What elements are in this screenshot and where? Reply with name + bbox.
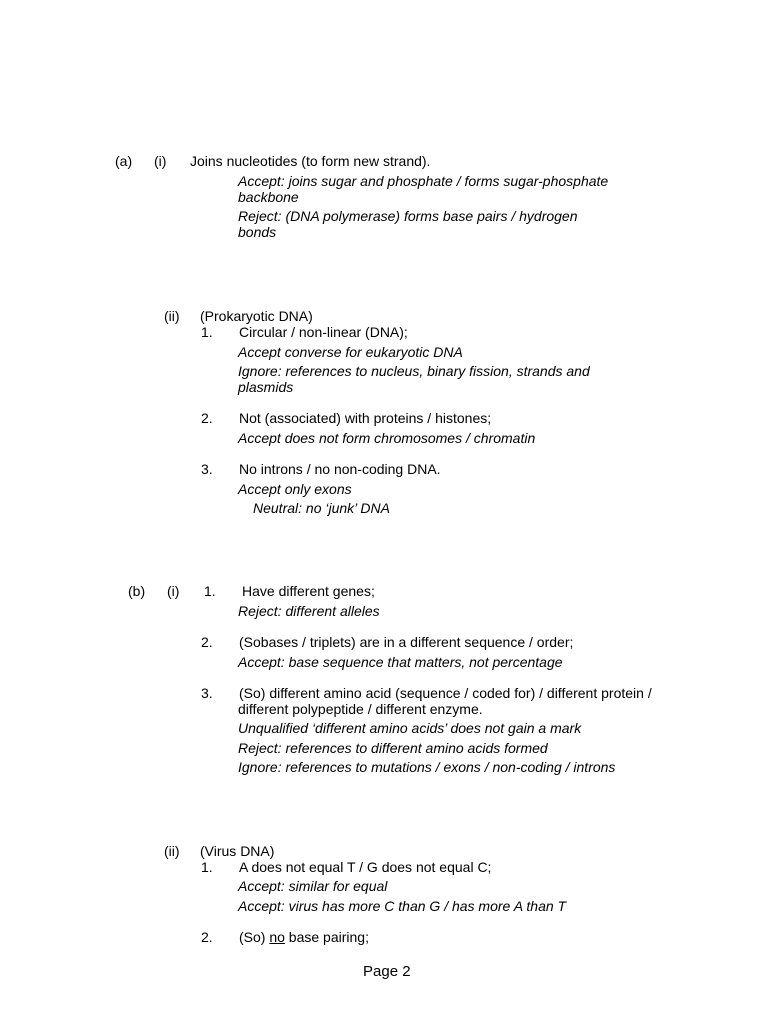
point-number: 2. xyxy=(201,634,213,650)
point-text: Circular / non-linear (DNA); xyxy=(239,324,408,340)
point-text: No introns / no non-coding DNA. xyxy=(239,461,441,477)
point-text: (Sobases / triplets) are in a different sequence / order; xyxy=(239,634,574,650)
point-note: Accept only exons xyxy=(238,481,352,497)
point-number: 3. xyxy=(201,461,213,477)
part-a-label: (a) xyxy=(115,153,133,169)
part-b-label: (b) xyxy=(128,583,146,599)
point-note: Neutral: no ‘junk’ DNA xyxy=(253,500,390,516)
part-b-i-label: (i) xyxy=(167,583,180,599)
point-note: Reject: references to different amino acids formed xyxy=(238,740,548,756)
point-text-continued: different polypeptide / different enzyme. xyxy=(238,701,483,717)
part-a-i-label: (i) xyxy=(154,153,167,169)
point-note: Ignore: references to mutations / exons / non-coding / introns xyxy=(238,759,616,775)
point-note: Ignore: references to nucleus, binary fission, strands and xyxy=(238,363,590,379)
point-number: 3. xyxy=(201,685,213,701)
part-a-i-answer: Joins nucleotides (to form new strand). xyxy=(190,153,431,169)
part-a-ii-label: (ii) xyxy=(164,308,180,324)
part-a-i-note: backbone xyxy=(238,189,299,205)
point-number: 1. xyxy=(201,324,213,340)
page-number: Page 2 xyxy=(363,963,411,980)
point-note: plasmids xyxy=(238,379,294,395)
part-a-i-note: bonds xyxy=(238,224,277,240)
part-b-ii-label: (ii) xyxy=(164,843,180,859)
point-number: 2. xyxy=(201,929,213,945)
point-text-prefix: (So) xyxy=(239,929,270,945)
point-note: Accept converse for eukaryotic DNA xyxy=(238,344,463,360)
point-text-underlined: no xyxy=(269,929,285,945)
point-text: Have different genes; xyxy=(242,583,375,599)
part-a-i-note: Accept: joins sugar and phosphate / forms sugar-phosphate xyxy=(238,173,609,189)
point-note: Accept: similar for equal xyxy=(238,878,388,894)
point-note: Accept: base sequence that matters, not percentage xyxy=(238,654,563,670)
point-text xyxy=(239,929,369,945)
point-text: (So) different amino acid (sequence / coded for) / different protein / xyxy=(239,685,652,701)
point-text: Not (associated) with proteins / histones; xyxy=(239,410,492,426)
point-number: 2. xyxy=(201,410,213,426)
part-a-i-note: Reject: (DNA polymerase) forms base pairs / hydrogen xyxy=(238,208,578,224)
point-number: 1. xyxy=(204,583,216,599)
part-a-ii-heading: (Prokaryotic DNA) xyxy=(200,308,313,324)
point-note: Reject: different alleles xyxy=(238,603,380,619)
point-text-suffix: base pairing; xyxy=(284,929,369,945)
point-number: 1. xyxy=(201,859,213,875)
point-note: Accept does not form chromosomes / chromatin xyxy=(238,430,536,446)
point-text: A does not equal T / G does not equal C; xyxy=(239,859,492,875)
part-b-ii-heading: (Virus DNA) xyxy=(200,843,275,859)
point-note: Accept: virus has more C than G / has more A than T xyxy=(238,898,567,914)
point-note: Unqualified ‘different amino acids’ does not gain a mark xyxy=(238,720,582,736)
